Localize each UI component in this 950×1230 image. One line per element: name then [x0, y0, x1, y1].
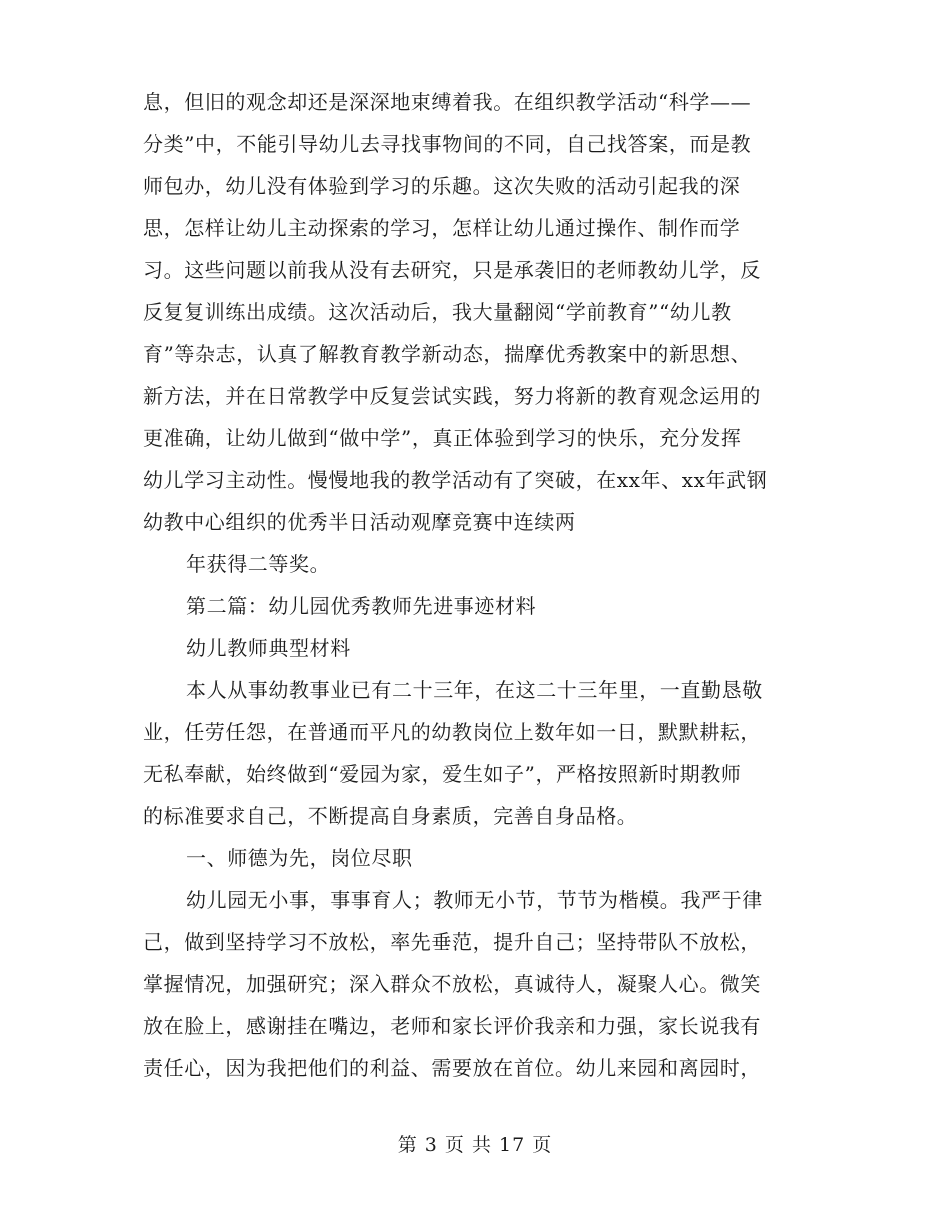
text-line: 反复复训练出成绩。这次活动后，我大量翻阅“学前教育”“幼儿教 — [143, 300, 732, 324]
section-heading: 第二篇：幼儿园优秀教师先进事迹材料 — [186, 594, 537, 618]
text-line: 思，怎样让幼儿主动探索的学习，怎样让幼儿通过操作、制作而学 — [143, 216, 741, 240]
text-line: 幼儿园无小事，事事育人；教师无小节，节节为楷模。我严于律 — [186, 888, 763, 912]
text-line: 己，做到坚持学习不放松，率先垂范，提升自己；坚持带队不放松， — [143, 930, 761, 954]
text-line: 掌握情况，加强研究；深入群众不放松，真诚待人，凝聚人心。微笑 — [143, 972, 761, 996]
text-line: 幼教中心组织的优秀半日活动观摩竞赛中连续两 — [143, 510, 576, 534]
text-line: 的标准要求自己，不断提高自身素质，完善自身品格。 — [143, 804, 638, 828]
text-line: 幼儿学习主动性。慢慢地我的教学活动有了突破，在xx年、xx年武钢 — [143, 468, 768, 492]
page-number: 第 3 页 共 17 页 — [397, 1134, 553, 1156]
text-line: 育”等杂志，认真了解教育教学新动态，揣摩优秀教案中的新思想、 — [143, 342, 752, 366]
text-line: 放在脸上，感谢挂在嘴边，老师和家长评价我亲和力强，家长说我有 — [143, 1014, 761, 1038]
text-line: 无私奉献，始终做到“爱园为家，爱生如子”，严格按照新时期教师 — [143, 762, 742, 786]
text-line: 本人从事幼教事业已有二十三年，在这二十三年里，一直勤恳敬 — [186, 678, 763, 702]
text-line: 息，但旧的观念却还是深深地束缚着我。在组织教学活动“科学—— — [143, 90, 752, 114]
text-line: 分类”中，不能引导幼儿去寻找事物间的不同，自己找答案，而是教 — [143, 132, 752, 156]
text-line: 年获得二等奖。 — [186, 552, 331, 576]
text-line: 习。这些问题以前我从没有去研究，只是承袭旧的老师教幼儿学，反 — [143, 258, 761, 282]
text-line: 责任心，因为我把他们的利益、需要放在首位。幼儿来园和离园时， — [143, 1056, 761, 1080]
text-line: 新方法，并在日常教学中反复尝试实践，努力将新的教育观念运用的 — [143, 384, 761, 408]
subheading: 幼儿教师典型材料 — [186, 636, 351, 660]
text-line: 更准确，让幼儿做到“做中学”，真正体验到学习的快乐，充分发挥 — [143, 426, 742, 450]
text-line: 师包办，幼儿没有体验到学习的乐趣。这次失败的活动引起我的深 — [143, 174, 741, 198]
text-line: 业，任劳任怨，在普通而平凡的幼教岗位上数年如一日，默默耕耘， — [143, 720, 761, 744]
subheading: 一、师德为先，岗位尽职 — [186, 846, 413, 870]
